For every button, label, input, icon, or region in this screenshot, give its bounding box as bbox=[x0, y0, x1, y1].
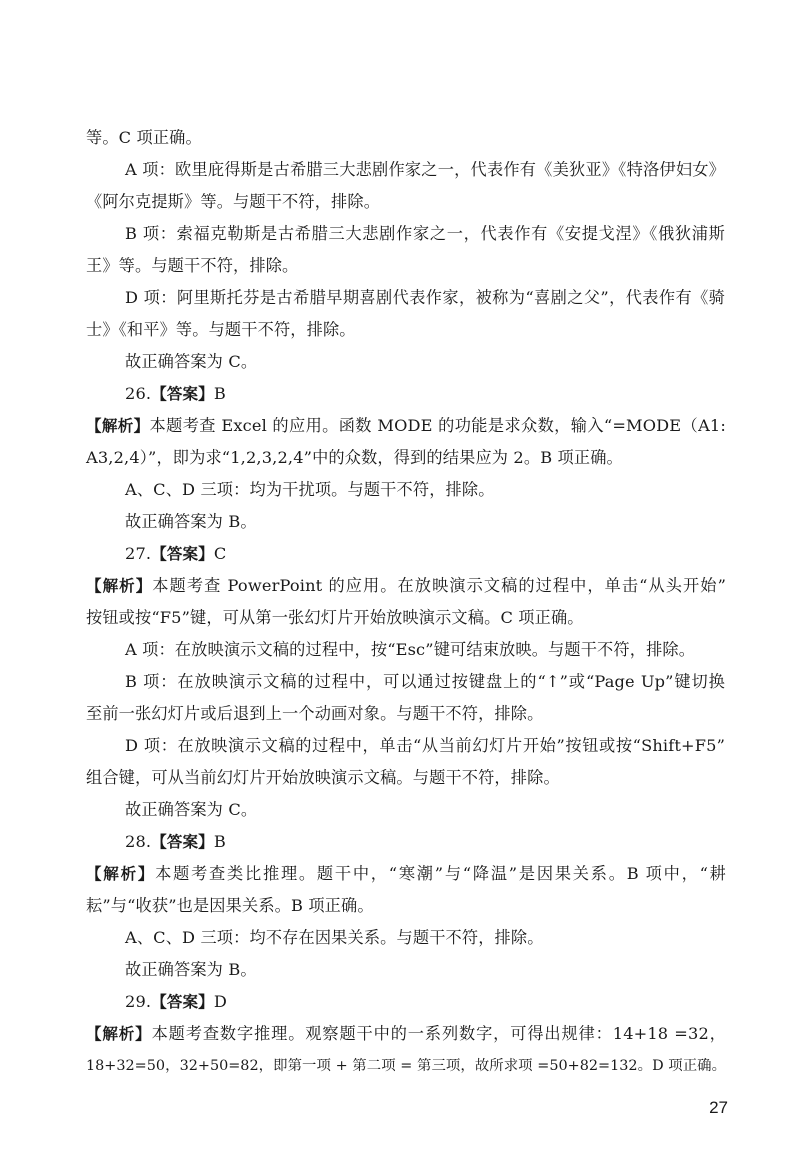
question-number: 26. bbox=[125, 384, 152, 403]
answer-line bbox=[125, 832, 725, 852]
text-line: A 项：欧里庇得斯是古希腊三大悲剧作家之一，代表作有《美狄亚》《特洛伊妇女》 bbox=[125, 160, 725, 179]
text-line: A、C、D 三项：均为干扰项。与题干不符，排除。 bbox=[125, 480, 495, 499]
text-line: A、C、D 三项：均不存在因果关系。与题干不符，排除。 bbox=[125, 928, 544, 947]
question-number: 28. bbox=[125, 832, 152, 851]
text-line: 故正确答案为 B。 bbox=[125, 960, 257, 979]
answer-value: C bbox=[213, 544, 227, 563]
text-line: 王》等。与题干不符，排除。 bbox=[86, 256, 299, 275]
analysis-tag: 【解析】 bbox=[86, 417, 150, 435]
text-line: 故正确答案为 B。 bbox=[125, 512, 257, 531]
text-line: 18+32=50，32+50=82，即第一项 + 第二项 = 第三项，故所求项 =50+82=132。D 项正确。 bbox=[86, 1058, 726, 1074]
text-line: D 项：在放映演示文稿的过程中，单击“从当前幻灯片开始”按钮或按“Shift+F5” bbox=[125, 736, 725, 755]
analysis-tag: 【解析】 bbox=[86, 577, 153, 595]
analysis-line: 【解析】本题考查 Excel 的应用。函数 MODE 的功能是求众数，输入“=MODE（A1: bbox=[86, 416, 726, 435]
answer-line bbox=[125, 992, 725, 1012]
text-line: 组合键，可从当前幻灯片开始放映演示文稿。与题干不符，排除。 bbox=[86, 768, 560, 787]
answer-value: B bbox=[213, 832, 226, 851]
question-number: 27. bbox=[125, 544, 152, 563]
text-line: 按钮或按“F5”键，可从第一张幻灯片开始放映演示文稿。C 项正确。 bbox=[86, 608, 584, 627]
text-line: B 项：在放映演示文稿的过程中，可以通过按键盘上的“↑”或“Page Up”键切换 bbox=[125, 672, 725, 691]
answer-line bbox=[125, 544, 725, 564]
text-line: D 项：阿里斯托芬是古希腊早期喜剧代表作家，被称为“喜剧之父”，代表作有《骑 bbox=[125, 288, 725, 307]
answer-value: D bbox=[213, 992, 227, 1011]
page-number: 27 bbox=[709, 1098, 728, 1117]
text-line: A3,2,4）”，即为求“1,2,3,2,4”中的众数，得到的结果应为 2。B 项正确。 bbox=[86, 448, 623, 467]
text-line: 故正确答案为 C。 bbox=[125, 352, 258, 371]
text-line: 耘”与“收获”也是因果关系。B 项正确。 bbox=[86, 896, 374, 915]
analysis-line: 【解析】本题考查类比推理。题干中，“寒潮”与“降温”是因果关系。B 项中，“耕 bbox=[86, 864, 726, 883]
text-line: 等。C 项正确。 bbox=[86, 128, 202, 147]
text-line: 至前一张幻灯片或后退到上一个动画对象。与题干不符，排除。 bbox=[86, 704, 544, 723]
answer-line bbox=[125, 384, 725, 404]
text-line: 故正确答案为 C。 bbox=[125, 800, 258, 819]
text-line: 士》《和平》等。与题干不符，排除。 bbox=[86, 320, 356, 339]
analysis-tag: 【解析】 bbox=[86, 1025, 152, 1043]
analysis-tag: 【解析】 bbox=[86, 865, 156, 883]
answer-tag: 【答案】 bbox=[151, 385, 214, 403]
text-line: B 项：索福克勒斯是古希腊三大悲剧作家之一，代表作有《安提戈涅》《俄狄浦斯 bbox=[125, 224, 725, 243]
answer-tag: 【答案】 bbox=[151, 833, 214, 851]
answer-value: B bbox=[213, 384, 226, 403]
answer-tag: 【答案】 bbox=[151, 993, 214, 1011]
answer-tag: 【答案】 bbox=[151, 545, 214, 563]
text-line: A 项：在放映演示文稿的过程中，按“Esc”键可结束放映。与题干不符，排除。 bbox=[125, 640, 696, 659]
question-number: 29. bbox=[125, 992, 152, 1011]
text-line: 《阿尔克提斯》等。与题干不符，排除。 bbox=[86, 192, 381, 211]
analysis-line: 【解析】本题考查 PowerPoint 的应用。在放映演示文稿的过程中，单击“从头开始” bbox=[86, 576, 726, 595]
analysis-line: 【解析】本题考查数字推理。观察题干中的一系列数字，可得出规律：14+18 =32， bbox=[86, 1024, 726, 1043]
